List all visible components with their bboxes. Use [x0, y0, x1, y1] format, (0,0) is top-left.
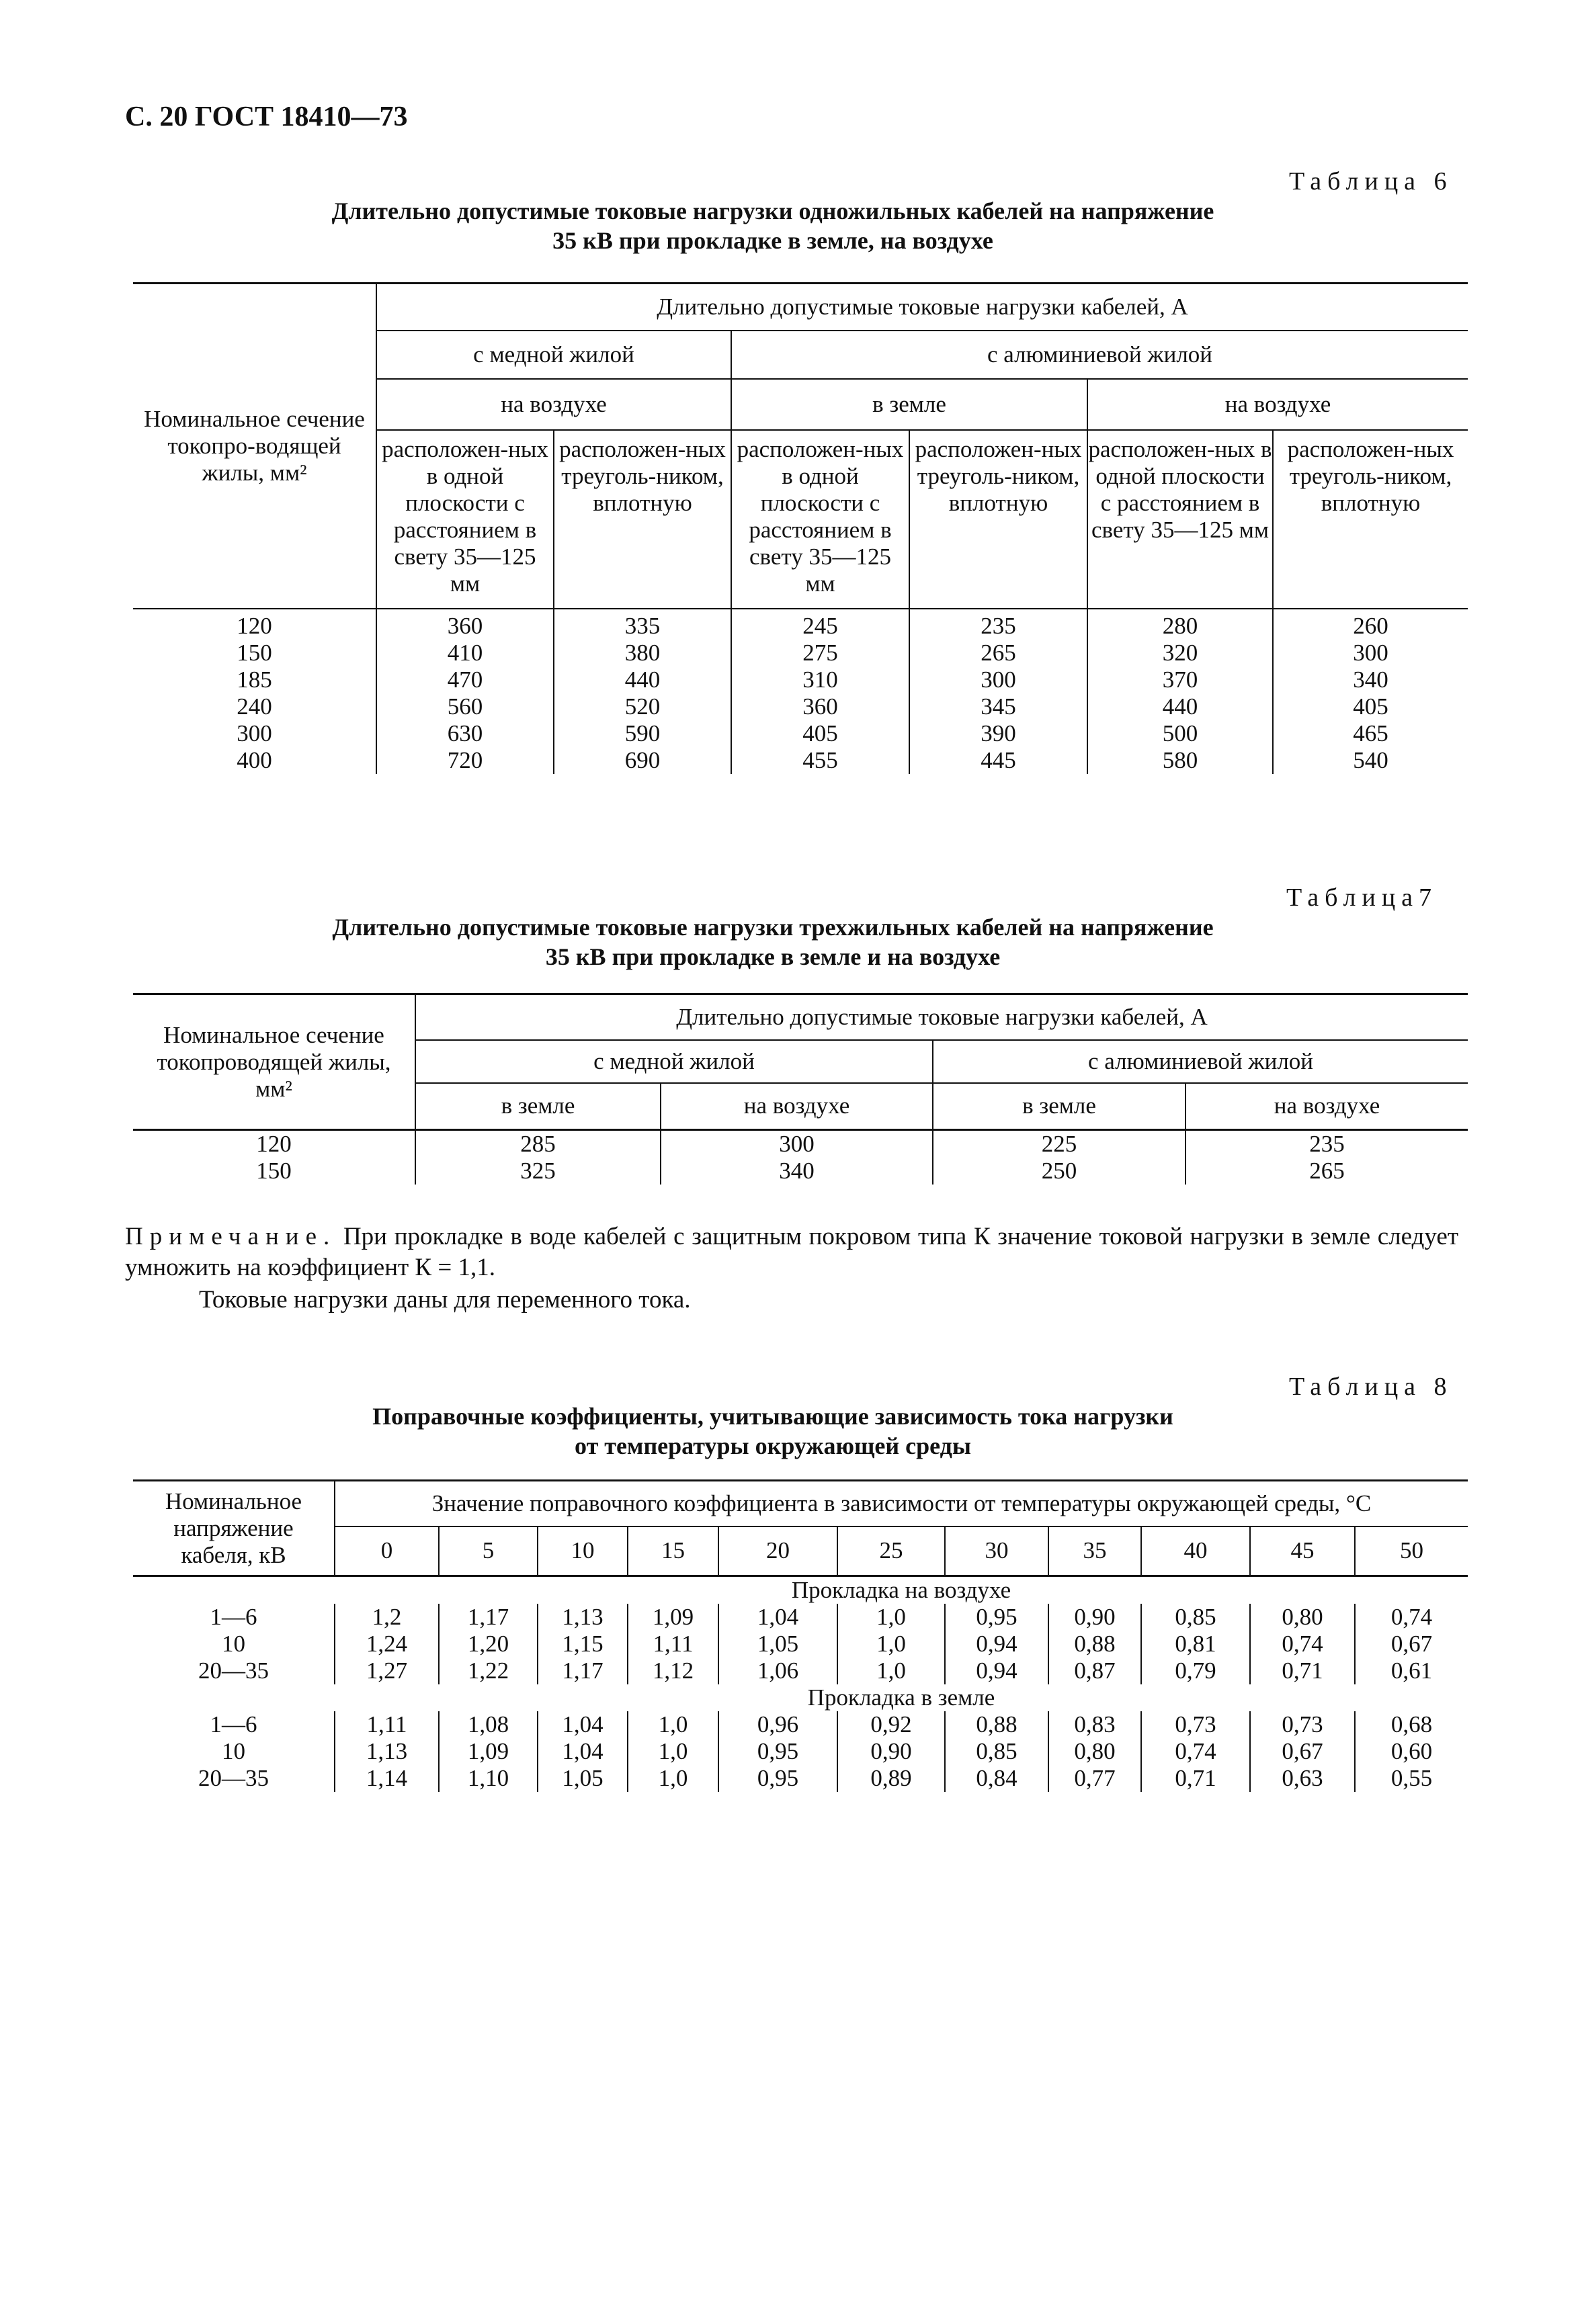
- voltage-cell: 10: [222, 1738, 245, 1764]
- value-cell: 440: [1087, 693, 1273, 720]
- coefficient-cell: 0,85: [945, 1738, 1048, 1765]
- table-row: [133, 1130, 1468, 1158]
- coefficient-cell: 0,80: [1250, 1604, 1355, 1631]
- table6-sub-flat: расположен-ных в одной плоскости с расстоянием в свету 35—125 мм: [376, 430, 554, 609]
- temperature-header: 35: [1048, 1526, 1141, 1576]
- table-row: [133, 1658, 1468, 1684]
- section-cell: 120: [237, 612, 272, 639]
- table-row: [133, 1631, 1468, 1658]
- value-cell: 470: [376, 666, 554, 693]
- table7-top-header: Длительно допустимые токовые нагрузки кабелей, А: [415, 994, 1468, 1040]
- value-cell: 265: [909, 640, 1087, 666]
- coefficient-cell: 1,05: [718, 1631, 837, 1658]
- value-cell: 335: [554, 613, 731, 640]
- note-text: При прокладке в воде кабелей с защитным покровом типа К значение токовой нагрузки в земле следует умножить на коэффициент К = 1,1.: [125, 1223, 1458, 1281]
- coefficient-cell: 1,14: [335, 1765, 439, 1792]
- value-cell: 320: [1087, 640, 1273, 666]
- value-cell: 440: [554, 666, 731, 693]
- temperature-header: 45: [1250, 1526, 1355, 1576]
- section-cell: 150: [256, 1158, 292, 1184]
- value-cell: 560: [376, 693, 554, 720]
- table6: [133, 282, 1468, 774]
- table-row: [133, 613, 1468, 640]
- coefficient-cell: 1,0: [628, 1738, 718, 1765]
- table7: [133, 993, 1468, 1185]
- table-row: [133, 640, 1468, 666]
- coefficient-cell: 1,10: [439, 1765, 538, 1792]
- table7-title-line1: Длительно допустимые токовые нагрузки трехжильных кабелей на напряжение: [332, 914, 1214, 941]
- table6-al-air: на воздухе: [1087, 379, 1468, 430]
- section-cell: 150: [237, 639, 272, 666]
- table8-top-header: Значение поправочного коэффициента в зависимости от температуры окружающей среды, °С: [335, 1481, 1468, 1526]
- coefficient-cell: 0,90: [837, 1738, 945, 1765]
- coefficient-cell: 1,09: [439, 1738, 538, 1765]
- table6-title-line1: Длительно допустимые токовые нагрузки одножильных кабелей на напряжение: [331, 198, 1214, 224]
- value-cell: 370: [1087, 666, 1273, 693]
- coefficient-cell: 0,94: [945, 1631, 1048, 1658]
- value-cell: 260: [1273, 613, 1468, 640]
- temperature-header: 25: [837, 1526, 945, 1576]
- coefficient-cell: 0,81: [1141, 1631, 1250, 1658]
- temperature-header: 10: [538, 1526, 628, 1576]
- table-row: [133, 693, 1468, 720]
- table6-sub-flat: расположен-ных в одной плоскости с расстоянием в свету 35—125 мм: [731, 430, 909, 609]
- coefficient-cell: 0,89: [837, 1765, 945, 1792]
- note-text-2: Токовые нагрузки даны для переменного тока.: [199, 1286, 691, 1314]
- coefficient-cell: 1,08: [439, 1711, 538, 1738]
- section-cell: 240: [237, 693, 272, 720]
- coefficient-cell: 0,79: [1141, 1658, 1250, 1684]
- coefficient-cell: 0,55: [1355, 1765, 1468, 1792]
- coefficient-cell: 0,74: [1141, 1738, 1250, 1765]
- value-cell: 690: [554, 747, 731, 774]
- value-cell: 580: [1087, 747, 1273, 774]
- table7-sub-ground: в земле: [415, 1083, 661, 1130]
- value-cell: 325: [415, 1158, 661, 1185]
- table-row: [133, 1765, 1468, 1792]
- coefficient-cell: 0,74: [1250, 1631, 1355, 1658]
- coefficient-cell: 1,13: [538, 1604, 628, 1631]
- coefficient-cell: 0,73: [1141, 1711, 1250, 1738]
- temperature-header: 0: [335, 1526, 439, 1576]
- value-cell: 500: [1087, 720, 1273, 747]
- temperature-header: 5: [439, 1526, 538, 1576]
- value-cell: 235: [1186, 1130, 1468, 1158]
- coefficient-cell: 0,61: [1355, 1658, 1468, 1684]
- value-cell: 380: [554, 640, 731, 666]
- value-cell: 465: [1273, 720, 1468, 747]
- value-cell: 275: [731, 640, 909, 666]
- table6-sub-trefoil: расположен-ных треуголь-ником, вплотную: [909, 430, 1087, 609]
- value-cell: 540: [1273, 747, 1468, 774]
- table6-title-line2: 35 кВ при прокладке в земле, на воздухе: [552, 227, 993, 254]
- coefficient-cell: 1,05: [538, 1765, 628, 1792]
- coefficient-cell: 0,95: [718, 1765, 837, 1792]
- section-cell: 185: [237, 666, 272, 693]
- table7-title: [202, 912, 1344, 972]
- note-paragraph: [125, 1221, 1458, 1283]
- coefficient-cell: 1,04: [538, 1711, 628, 1738]
- table-row: [133, 747, 1468, 774]
- value-cell: 245: [731, 613, 909, 640]
- coefficient-cell: 0,96: [718, 1711, 837, 1738]
- coefficient-cell: 0,63: [1250, 1765, 1355, 1792]
- coefficient-cell: 1,0: [837, 1631, 945, 1658]
- coefficient-cell: 0,95: [945, 1604, 1048, 1631]
- table-row: [133, 666, 1468, 693]
- coefficient-cell: 0,73: [1250, 1711, 1355, 1738]
- coefficient-cell: 1,11: [335, 1711, 439, 1738]
- value-cell: 445: [909, 747, 1087, 774]
- temperature-header: 40: [1141, 1526, 1250, 1576]
- value-cell: 410: [376, 640, 554, 666]
- voltage-cell: 20—35: [198, 1765, 269, 1791]
- note-label: Примечание.: [125, 1223, 337, 1250]
- table6-sub-trefoil: расположен-ных треуголь-ником, вплотную: [1273, 430, 1468, 609]
- table7-aluminum-header: с алюминиевой жилой: [933, 1040, 1468, 1083]
- value-cell: 300: [661, 1130, 933, 1158]
- value-cell: 265: [1186, 1158, 1468, 1185]
- table6-copper-header: с медной жилой: [376, 331, 731, 379]
- value-cell: 405: [1273, 693, 1468, 720]
- table8-ground-caption: Прокладка в земле: [807, 1684, 995, 1711]
- table8: [133, 1479, 1468, 1792]
- coefficient-cell: 1,04: [718, 1604, 837, 1631]
- value-cell: 300: [1273, 640, 1468, 666]
- temperature-header: 15: [628, 1526, 718, 1576]
- value-cell: 340: [661, 1158, 933, 1185]
- coefficient-cell: 1,12: [628, 1658, 718, 1684]
- coefficient-cell: 1,22: [439, 1658, 538, 1684]
- value-cell: 455: [731, 747, 909, 774]
- coefficient-cell: 0,88: [1048, 1631, 1141, 1658]
- value-cell: 280: [1087, 613, 1273, 640]
- coefficient-cell: 0,67: [1250, 1738, 1355, 1765]
- coefficient-cell: 0,95: [718, 1738, 837, 1765]
- table6-top-header: Длительно допустимые токовые нагрузки кабелей, А: [376, 284, 1468, 331]
- coefficient-cell: 1,04: [538, 1738, 628, 1765]
- coefficient-cell: 0,85: [1141, 1604, 1250, 1631]
- value-cell: 225: [933, 1130, 1186, 1158]
- coefficient-cell: 0,77: [1048, 1765, 1141, 1792]
- value-cell: 590: [554, 720, 731, 747]
- value-cell: 405: [731, 720, 909, 747]
- table-row: [133, 1711, 1468, 1738]
- value-cell: 390: [909, 720, 1087, 747]
- coefficient-cell: 1,0: [837, 1658, 945, 1684]
- value-cell: 360: [731, 693, 909, 720]
- coefficient-cell: 0,71: [1141, 1765, 1250, 1792]
- table8-title-line2: от температуры окружающей среды: [575, 1432, 971, 1459]
- coefficient-cell: 1,06: [718, 1658, 837, 1684]
- table7-row-header: Номинальное сечение токопроводящей жилы, мм²: [133, 994, 415, 1130]
- coefficient-cell: 0,60: [1355, 1738, 1468, 1765]
- table8-label: Таблица 8: [1289, 1373, 1453, 1401]
- value-cell: 285: [415, 1130, 661, 1158]
- table6-label: Таблица 6: [1289, 167, 1453, 196]
- value-cell: 720: [376, 747, 554, 774]
- voltage-cell: 10: [222, 1631, 245, 1657]
- coefficient-cell: 0,90: [1048, 1604, 1141, 1631]
- coefficient-cell: 0,83: [1048, 1711, 1141, 1738]
- voltage-cell: 20—35: [198, 1658, 269, 1684]
- section-cell: 400: [237, 746, 272, 773]
- coefficient-cell: 1,27: [335, 1658, 439, 1684]
- page-header: С. 20 ГОСТ 18410—73: [125, 101, 408, 132]
- table-row: [133, 1604, 1468, 1631]
- table7-title-line2: 35 кВ при прокладке в земле и на воздухе: [545, 943, 1001, 970]
- section-cell: 300: [237, 720, 272, 746]
- temperature-header: 50: [1355, 1526, 1468, 1576]
- table-row: [133, 720, 1468, 747]
- coefficient-cell: 1,11: [628, 1631, 718, 1658]
- table7-sub-ground: в земле: [933, 1083, 1186, 1130]
- value-cell: 520: [554, 693, 731, 720]
- table6-aluminum-header: с алюминиевой жилой: [731, 331, 1468, 379]
- coefficient-cell: 0,68: [1355, 1711, 1468, 1738]
- coefficient-cell: 0,71: [1250, 1658, 1355, 1684]
- coefficient-cell: 1,2: [335, 1604, 439, 1631]
- coefficient-cell: 1,17: [538, 1658, 628, 1684]
- value-cell: 250: [933, 1158, 1186, 1185]
- value-cell: 340: [1273, 666, 1468, 693]
- value-cell: 235: [909, 613, 1087, 640]
- coefficient-cell: 0,88: [945, 1711, 1048, 1738]
- coefficient-cell: 0,92: [837, 1711, 945, 1738]
- table6-row-header: Номинальное сечение токопро-водящей жилы, мм²: [133, 284, 376, 609]
- value-cell: 310: [731, 666, 909, 693]
- coefficient-cell: 1,09: [628, 1604, 718, 1631]
- coefficient-cell: 0,67: [1355, 1631, 1468, 1658]
- coefficient-cell: 1,20: [439, 1631, 538, 1658]
- voltage-cell: 1—6: [210, 1711, 257, 1737]
- table7-copper-header: с медной жилой: [415, 1040, 933, 1083]
- value-cell: 630: [376, 720, 554, 747]
- coefficient-cell: 1,17: [439, 1604, 538, 1631]
- table7-sub-air: на воздухе: [661, 1083, 933, 1130]
- table8-title: [202, 1402, 1344, 1461]
- table8-title-line1: Поправочные коэффициенты, учитывающие зависимость тока нагрузки: [372, 1403, 1173, 1430]
- temperature-header: 20: [718, 1526, 837, 1576]
- coefficient-cell: 1,13: [335, 1738, 439, 1765]
- table6-title: [202, 196, 1344, 255]
- coefficient-cell: 1,15: [538, 1631, 628, 1658]
- table-row: [133, 1158, 1468, 1185]
- table6-al-ground: в земле: [731, 379, 1087, 430]
- table7-label: Таблица7: [1286, 884, 1438, 912]
- temperature-header: 30: [945, 1526, 1048, 1576]
- coefficient-cell: 1,0: [628, 1765, 718, 1792]
- table-row: [133, 1738, 1468, 1765]
- coefficient-cell: 1,0: [837, 1604, 945, 1631]
- value-cell: 300: [909, 666, 1087, 693]
- table8-row-header: Номинальное напряжение кабеля, кВ: [133, 1481, 335, 1576]
- coefficient-cell: 1,0: [628, 1711, 718, 1738]
- value-cell: 345: [909, 693, 1087, 720]
- table7-sub-air: на воздухе: [1186, 1083, 1468, 1130]
- section-cell: 120: [256, 1131, 292, 1157]
- table6-sub-flat: расположен-ных в одной плоскости с расстоянием в свету 35—125 мм: [1087, 430, 1273, 609]
- coefficient-cell: 0,74: [1355, 1604, 1468, 1631]
- coefficient-cell: 0,87: [1048, 1658, 1141, 1684]
- table8-air-caption: Прокладка на воздухе: [791, 1577, 1011, 1603]
- value-cell: 360: [376, 613, 554, 640]
- coefficient-cell: 0,94: [945, 1658, 1048, 1684]
- voltage-cell: 1—6: [210, 1604, 257, 1630]
- coefficient-cell: 0,80: [1048, 1738, 1141, 1765]
- coefficient-cell: 1,24: [335, 1631, 439, 1658]
- table6-copper-air: на воздухе: [376, 379, 731, 430]
- coefficient-cell: 0,84: [945, 1765, 1048, 1792]
- table6-sub-trefoil: расположен-ных треуголь-ником, вплотную: [554, 430, 731, 609]
